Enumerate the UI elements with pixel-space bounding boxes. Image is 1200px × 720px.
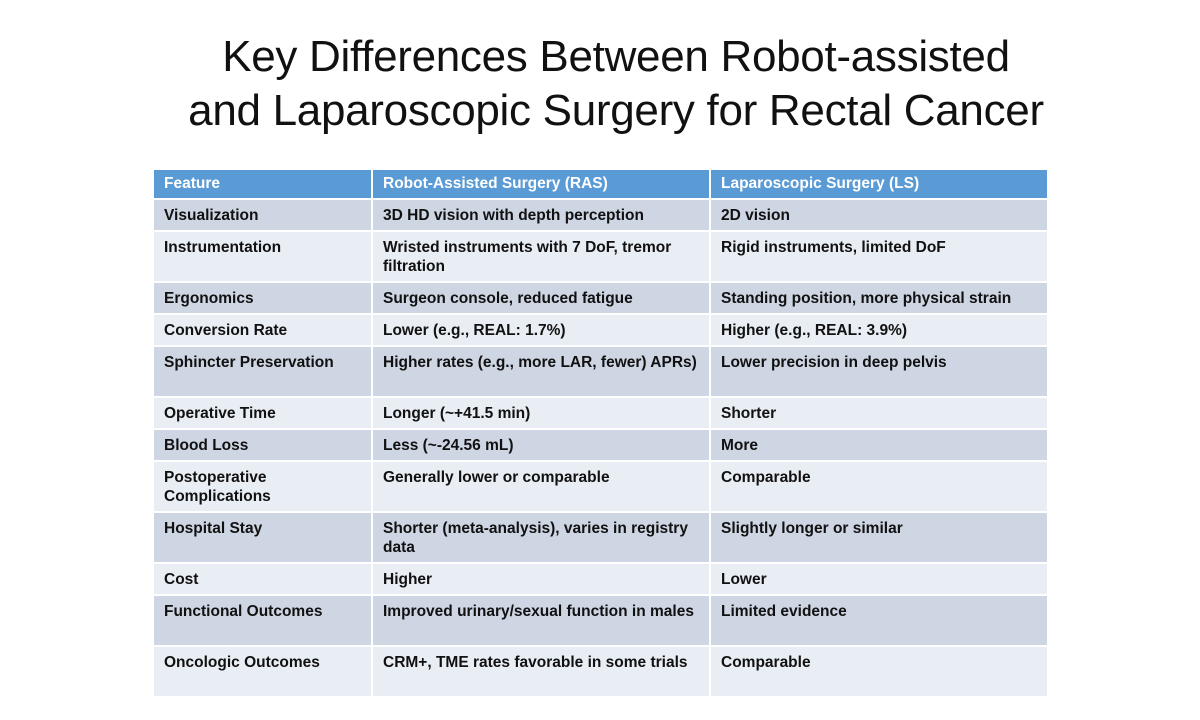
- ls-cell: Lower precision in deep pelvis: [710, 346, 1047, 397]
- ras-cell: Wristed instruments with 7 DoF, tremor filtration: [372, 231, 710, 282]
- table-row: [154, 397, 1047, 429]
- ls-cell: Comparable: [710, 461, 1047, 512]
- comparison-table: [154, 170, 1047, 698]
- ras-cell: Longer (~+41.5 min): [372, 397, 710, 429]
- table-row: [154, 563, 1047, 595]
- ls-cell: Higher (e.g., REAL: 3.9%): [710, 314, 1047, 346]
- ls-cell: Comparable: [710, 646, 1047, 697]
- feature-cell: Oncologic Outcomes: [154, 646, 372, 697]
- ls-cell: Lower: [710, 563, 1047, 595]
- feature-cell: Postoperative Complications: [154, 461, 372, 512]
- feature-cell: Instrumentation: [154, 231, 372, 282]
- ls-cell: Standing position, more physical strain: [710, 282, 1047, 314]
- feature-cell: Functional Outcomes: [154, 595, 372, 646]
- table-row: [154, 461, 1047, 512]
- table-header-row: [154, 170, 1047, 199]
- table-row: [154, 595, 1047, 646]
- feature-cell: Visualization: [154, 199, 372, 231]
- ls-cell: Limited evidence: [710, 595, 1047, 646]
- ras-cell: CRM+, TME rates favorable in some trials: [372, 646, 710, 697]
- slide-title-line-2: and Laparoscopic Surgery for Rectal Cancer: [188, 86, 1044, 135]
- feature-cell: Cost: [154, 563, 372, 595]
- feature-cell: Blood Loss: [154, 429, 372, 461]
- feature-cell: Operative Time: [154, 397, 372, 429]
- table-row: [154, 346, 1047, 397]
- feature-cell: Ergonomics: [154, 282, 372, 314]
- ls-cell: Shorter: [710, 397, 1047, 429]
- ras-cell: Generally lower or comparable: [372, 461, 710, 512]
- slide-title: [0, 30, 1200, 138]
- table-row: [154, 314, 1047, 346]
- ls-cell: Rigid instruments, limited DoF: [710, 231, 1047, 282]
- header-feature: Feature: [154, 170, 372, 199]
- ras-cell: Shorter (meta-analysis), varies in registry data: [372, 512, 710, 563]
- slide-title-line-1: Key Differences Between Robot-assisted: [222, 32, 1010, 81]
- ras-cell: Less (~-24.56 mL): [372, 429, 710, 461]
- ls-cell: More: [710, 429, 1047, 461]
- table-row: [154, 231, 1047, 282]
- header-ras: Robot-Assisted Surgery (RAS): [372, 170, 710, 199]
- ras-cell: Lower (e.g., REAL: 1.7%): [372, 314, 710, 346]
- table-row: [154, 282, 1047, 314]
- ras-cell: 3D HD vision with depth perception: [372, 199, 710, 231]
- ls-cell: 2D vision: [710, 199, 1047, 231]
- header-ls: Laparoscopic Surgery (LS): [710, 170, 1047, 199]
- table-row: [154, 429, 1047, 461]
- feature-cell: Hospital Stay: [154, 512, 372, 563]
- feature-cell: Sphincter Preservation: [154, 346, 372, 397]
- ras-cell: Surgeon console, reduced fatigue: [372, 282, 710, 314]
- table-row: [154, 199, 1047, 231]
- table-row: [154, 512, 1047, 563]
- ls-cell: Slightly longer or similar: [710, 512, 1047, 563]
- feature-cell: Conversion Rate: [154, 314, 372, 346]
- ras-cell: Improved urinary/sexual function in males: [372, 595, 710, 646]
- ras-cell: Higher: [372, 563, 710, 595]
- ras-cell: Higher rates (e.g., more LAR, fewer) APRs): [372, 346, 710, 397]
- table-row: [154, 646, 1047, 697]
